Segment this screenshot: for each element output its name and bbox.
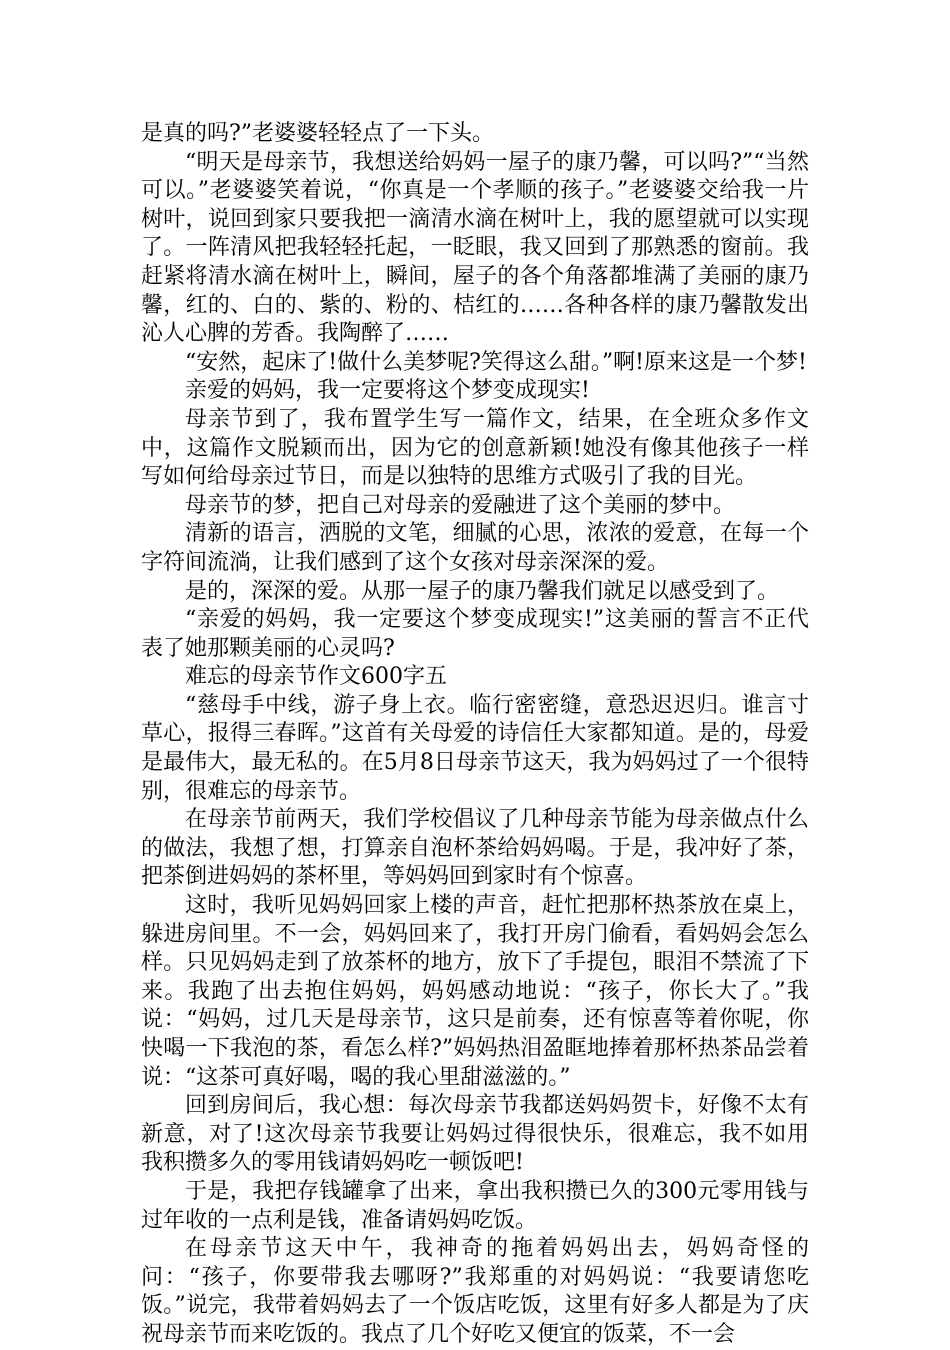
section-heading: 难忘的母亲节作文600字五 xyxy=(185,664,447,690)
paragraph-2: “明天是母亲节，我想送给妈妈一屋子的康乃馨，可以吗?”“当然可以。”老婆婆笑着说，“你真是一个孝顺的孩子。”老婆婆交给我一片树叶，说回到家只要我把一滴清水滴在树叶上，我的愿望就可以实现了。一阵清风把我轻轻托起，一眨眼，我又回到了那熟悉的窗前。我赶紧将清水滴在树叶上，瞬间，屋子的各个角落都堆满了美丽的康乃馨，红的、白的、紫的、粉的、桔红的……各种各样的康乃馨散发出沁人心脾的芳香。我陶醉了…… xyxy=(141,149,809,347)
document-body xyxy=(141,120,809,1350)
paragraph-13: 这时，我听见妈妈回家上楼的声音，赶忙把那杯热茶放在桌上，躲进房间里。不一会，妈妈回来了，我打开房门偷看，看妈妈会怎么样。只见妈妈走到了放茶杯的地方，放下了手提包，眼泪不禁流了下来。我跑了出去抱住妈妈，妈妈感动地说：“孩子，你长大了。”我说：“妈妈，过几天是母亲节，这只是前奏，还有惊喜等着你呢，你快喝一下我泡的茶，看怎么样?”妈妈热泪盈眶地捧着那杯热茶品尝着说：“这茶可真好喝，喝的我心里甜滋滋的。” xyxy=(141,893,809,1090)
paragraph-16: 在母亲节这天中午，我神奇的拖着妈妈出去，妈妈奇怪的问：“孩子，你要带我去哪呀?”我郑重的对妈妈说：“我要请您吃饭。”说完，我带着妈妈去了一个饭店吃饭，这里有好多人都是为了庆祝母亲节而来吃饭的。我点了几个好吃又便宜的饭菜，不一会 xyxy=(141,1236,809,1347)
paragraph-6: 母亲节的梦，把自己对母亲的爱融进了这个美丽的梦中。 xyxy=(185,492,736,518)
paragraph-11: “慈母手中线，游子身上衣。临行密密缝，意恐迟迟归。谁言寸草心，报得三春晖。”这首有关母爱的诗信任大家都知道。是的，母爱是最伟大，最无私的。在5月8日母亲节这天，我为妈妈过了一个很特别，很难忘的母亲节。 xyxy=(141,692,809,804)
paragraph-8: 是的，深深的爱。从那一屋子的康乃馨我们就足以感受到了。 xyxy=(185,578,780,604)
paragraph-15: 于是，我把存钱罐拿了出来，拿出我积攒已久的300元零用钱与过年收的一点利是钱，准备请妈妈吃饭。 xyxy=(141,1178,809,1233)
paragraph-1: 是真的吗?”老婆婆轻轻点了一下头。 xyxy=(141,121,495,146)
paragraph-4: 亲爱的妈妈，我一定要将这个梦变成现实! xyxy=(185,378,590,404)
paragraph-12: 在母亲节前两天，我们学校倡议了几种母亲节能为母亲做点什么的做法，我想了想，打算亲自泡杯茶给妈妈喝。于是，我冲好了茶，把茶倒进妈妈的茶杯里，等妈妈回到家时有个惊喜。 xyxy=(141,807,809,890)
paragraph-14: 回到房间后，我心想：每次母亲节我都送妈妈贺卡，好像不太有新意，对了!这次母亲节我要让妈妈过得很快乐，很难忘，我不如用我积攒多久的零用钱请妈妈吃一顿饭吧! xyxy=(141,1093,809,1176)
paragraph-5: 母亲节到了，我布置学生写一篇作文，结果，在全班众多作文中，这篇作文脱颖而出，因为它的创意新颖!她没有像其他孩子一样写如何给母亲过节日，而是以独特的思维方式吸引了我的目光。 xyxy=(141,406,809,490)
paragraph-3: “安然，起床了!做什么美梦呢?笑得这么甜。”啊!原来这是一个梦! xyxy=(185,349,807,375)
paragraph-7: 清新的语言，洒脱的文笔，细腻的心思，浓浓的爱意，在每一个字符间流淌，让我们感到了这个女孩对母亲深深的爱。 xyxy=(141,521,809,575)
paragraph-9: “亲爱的妈妈，我一定要这个梦变成现实!”这美丽的誓言不正代表了她那颗美丽的心灵吗? xyxy=(141,607,809,661)
